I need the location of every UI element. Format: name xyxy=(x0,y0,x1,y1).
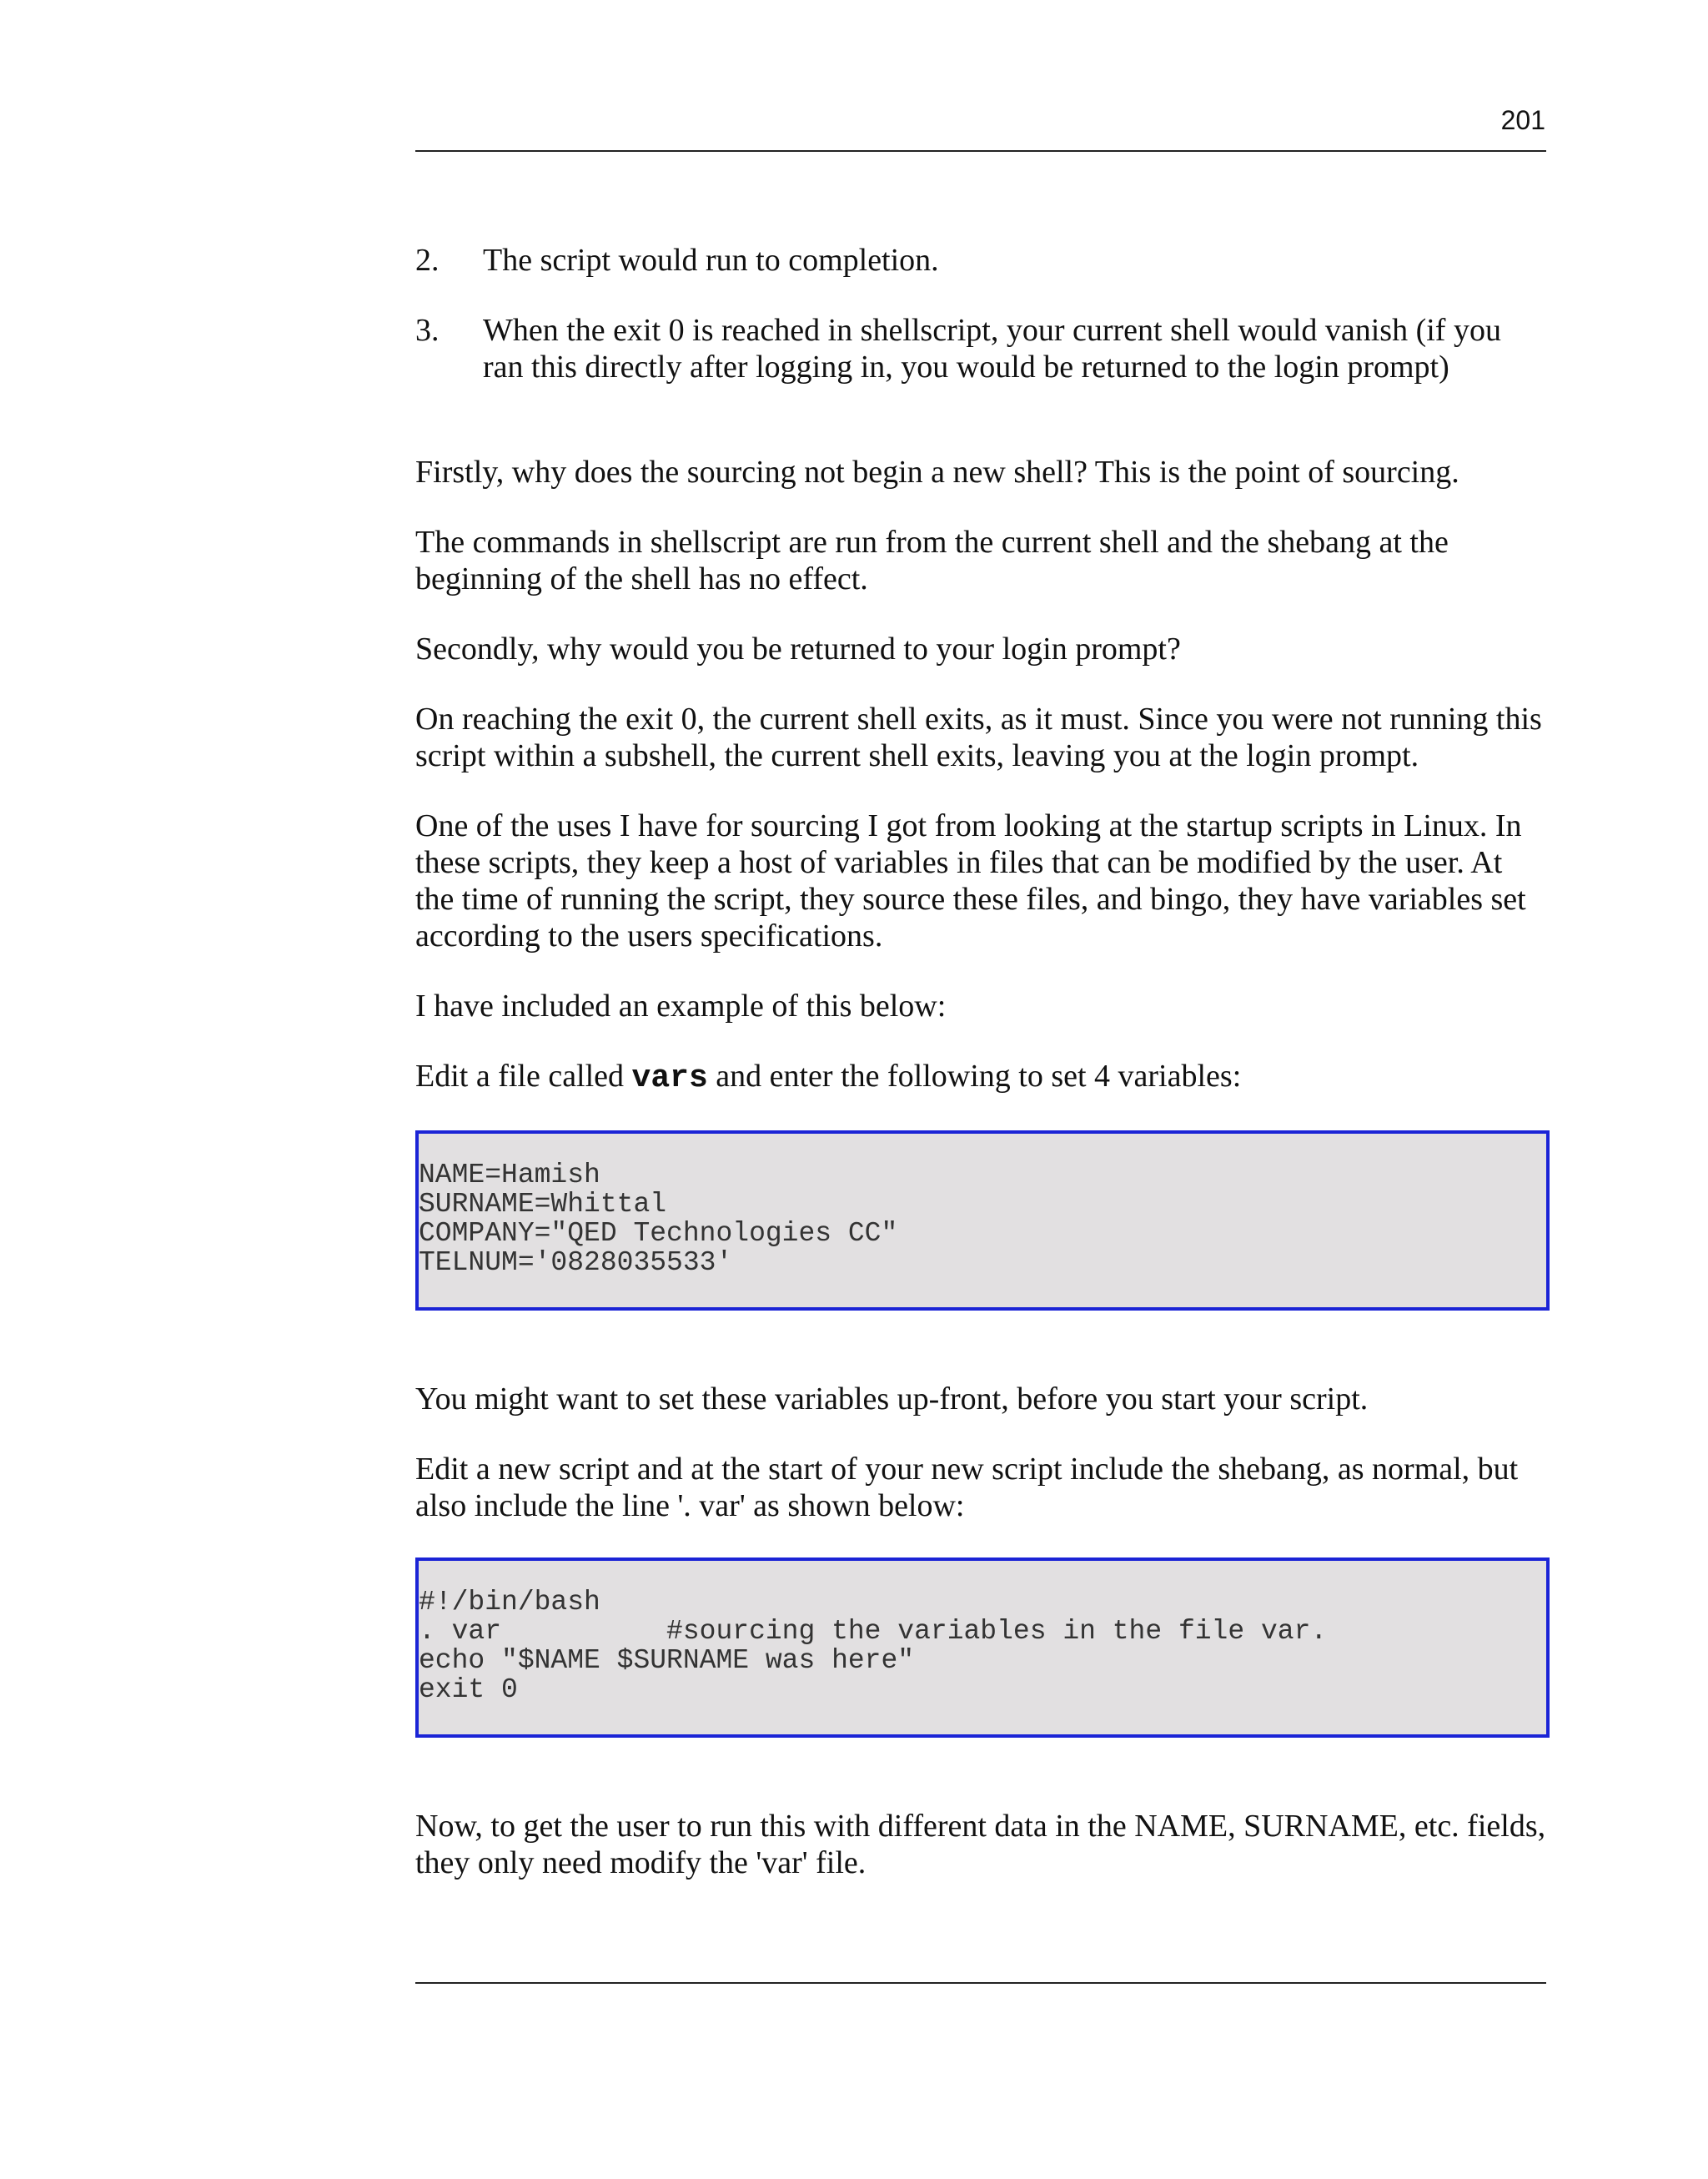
list-number: 3. xyxy=(415,313,440,348)
paragraph: Now, to get the user to run this with different data in the NAME, SURNAME, etc. fields, they only need modify the 'var' file. xyxy=(415,1809,1546,1880)
code-line: #!/bin/bash xyxy=(419,1587,600,1618)
paragraph: You might want to set these variables up-front, before you start your script. xyxy=(415,1381,1369,1417)
paragraph: Firstly, why does the sourcing not begin a new shell? This is the point of sourcing. xyxy=(415,455,1459,490)
paragraph: The commands in shellscript are run from the current shell and the shebang at the beginning of the shell has no effect. xyxy=(415,525,1449,596)
paragraph: Edit a new script and at the start of your new script include the shebang, as normal, but also include the line '. var' as shown below: xyxy=(415,1452,1519,1523)
code-line: COMPANY="QED Technologies CC" xyxy=(419,1218,898,1249)
inline-code: vars xyxy=(631,1060,708,1096)
list-number: 2. xyxy=(415,243,440,278)
code-line: TELNUM='0828035533' xyxy=(419,1247,733,1278)
paragraph: I have included an example of this below: xyxy=(415,989,947,1024)
footer-rule xyxy=(415,1982,1546,1984)
paragraph: Secondly, why would you be returned to your login prompt? xyxy=(415,632,1181,667)
text-run: Edit a file called xyxy=(415,1059,632,1094)
spacer xyxy=(415,419,1546,454)
list-text: When the exit 0 is reached in shellscript, your current shell would vanish (if you ran this directly after logging in, you would be returned to the login prompt) xyxy=(483,313,1501,385)
paragraph-edit-vars xyxy=(415,1058,1546,1097)
paragraph: On reaching the exit 0, the current shell exits, as it must. Since you were not running this script within a subshell, the current shell exits, leaving you at the login prompt. xyxy=(415,702,1542,773)
page-number: 201 xyxy=(1500,105,1545,135)
code-line: echo "$NAME $SURNAME was here" xyxy=(419,1645,915,1676)
page-body xyxy=(415,242,1546,1915)
code-line: SURNAME=Whittal xyxy=(419,1189,667,1220)
list-item xyxy=(415,312,1546,385)
code-line: exit 0 xyxy=(419,1674,518,1705)
header-rule xyxy=(415,150,1546,152)
list-text: The script would run to completion. xyxy=(483,243,939,278)
code-line: NAME=Hamish xyxy=(419,1160,600,1190)
text-run: and enter the following to set 4 variables: xyxy=(707,1059,1242,1094)
code-block-script xyxy=(415,1558,1550,1738)
list-item xyxy=(415,242,1546,279)
code-block-vars xyxy=(415,1130,1550,1311)
paragraph: One of the uses I have for sourcing I got from looking at the startup scripts in Linux. In these scripts, they keep a host of variables in files that can be modified by the user. At the time of running the script, they source these files, and bingo, they have variables set according to the users specifications. xyxy=(415,808,1526,954)
code-line: . var #sourcing the variables in the file var. xyxy=(419,1616,1328,1647)
